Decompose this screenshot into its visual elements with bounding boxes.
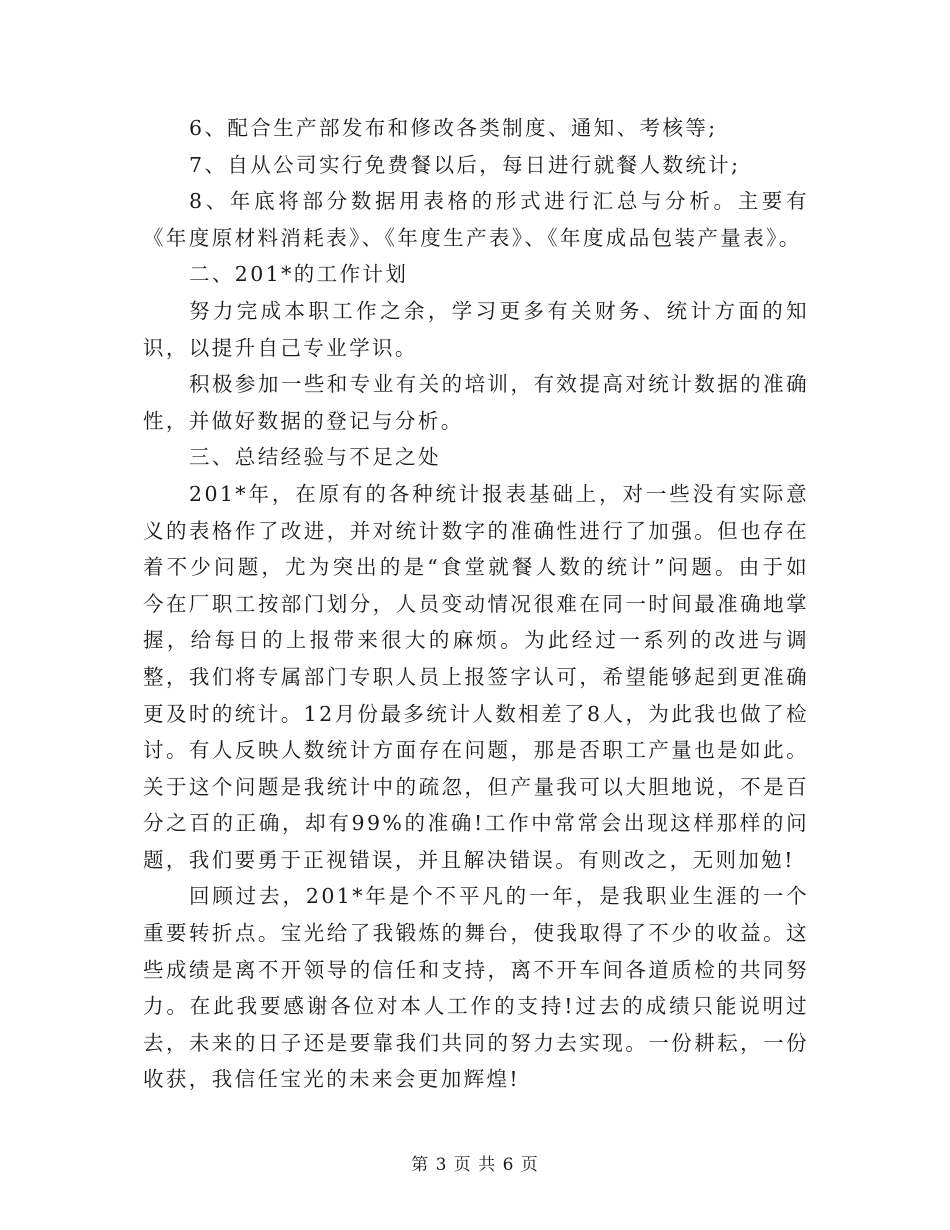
list-item-8: 8、年底将部分数据用表格的形式进行汇总与分析。主要有《年度原材料消耗表》、《年度生产表》、《年度成品包装产量表》。: [143, 189, 809, 250]
paragraph-review: 回顾过去，201*年是个不平凡的一年，是我职业生涯的一个重要转折点。宝光给了我锻炼的舞台，使我取得了不少的收益。这些成绩是离不开领导的信任和支持，离不开车间各道质检的共同努力。在此我要感谢各位对本人工作的支持!过去的成绩只能说明过去，未来的日子还是要靠我们共同的努力去实现。一份耕耘，一份收获，我信任宝光的未来会更加辉煌!: [143, 884, 809, 1092]
section-heading-work-plan: 二、201*的工作计划: [189, 262, 409, 287]
list-item-7: 7、自从公司实行免费餐以后，每日进行就餐人数统计;: [189, 152, 741, 177]
paragraph-training: 积极参加一些和专业有关的培训，有效提高对统计数据的准确性，并做好数据的登记与分析。: [143, 372, 809, 433]
page-number-footer: 第 3 页 共 6 页: [411, 1155, 539, 1175]
list-item-6: 6、配合生产部发布和修改各类制度、通知、考核等;: [189, 116, 718, 140]
paragraph-study: 努力完成本职工作之余，学习更多有关财务、统计方面的知识，以提升自己专业学识。: [143, 298, 809, 360]
section-heading-summary: 三、总结经验与不足之处: [189, 445, 441, 470]
paragraph-summary: 201*年，在原有的各种统计报表基础上，对一些没有实际意义的表格作了改进，并对统计数字的准确性进行了加强。但也存在着不少问题，尤为突出的是“食堂就餐人数的统计”问题。由于如今在厂职工按部门划分，人员变动情况很难在同一时间最准确地掌握，给每日的上报带来很大的麻烦。为此经过一系列的改进与调整，我们将专属部门专职人员上报签字认可，希望能够起到更准确更及时的统计。12月份最多统计人数相差了8人，为此我也做了检讨。有人反映人数统计方面存在问题，那是否职工产量也是如此。关于这个问题是我统计中的疏忽，但产量我可以大胆地说，不是百分之百的正确，却有99%的准确!工作中常常会出现这样那样的问题，我们要勇于正视错误，并且解决错误。有则改之，无则加勉!: [143, 481, 809, 872]
document-body: [143, 110, 809, 1098]
